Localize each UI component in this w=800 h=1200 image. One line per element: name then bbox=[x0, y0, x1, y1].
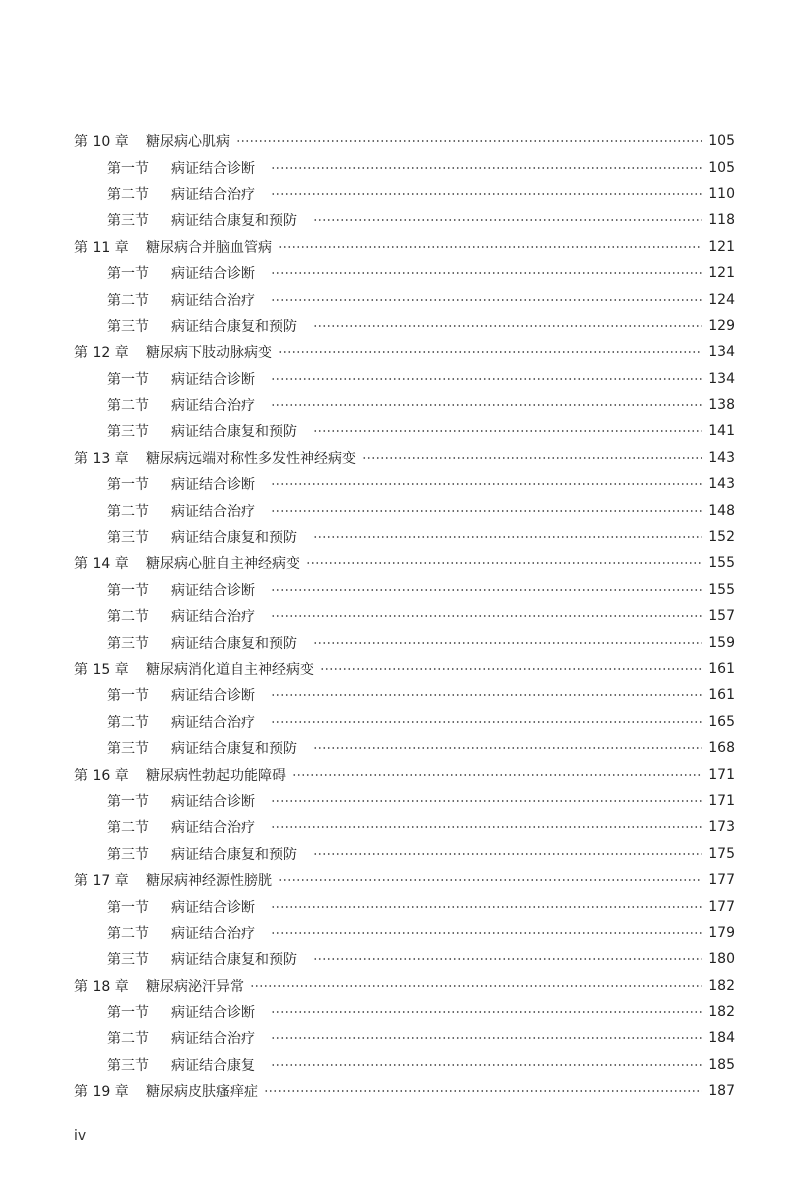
dot-leader bbox=[250, 979, 702, 993]
dot-leader bbox=[313, 952, 702, 966]
entry-page-number: 155 bbox=[708, 555, 735, 572]
dot-leader bbox=[271, 398, 702, 412]
entry-number: 第三节 bbox=[107, 846, 149, 863]
dot-leader bbox=[271, 161, 702, 175]
toc-section-entry bbox=[0, 735, 800, 761]
dot-leader bbox=[271, 820, 702, 834]
entry-page-number: 105 bbox=[708, 133, 735, 150]
entry-page-number: 141 bbox=[708, 423, 735, 440]
toc-section-entry bbox=[0, 999, 800, 1025]
dot-leader bbox=[271, 688, 702, 702]
toc-section-entry bbox=[0, 946, 800, 972]
entry-page-number: 184 bbox=[708, 1030, 735, 1047]
entry-title: 糖尿病泌汗异常 bbox=[146, 978, 244, 995]
toc-section-entry bbox=[0, 286, 800, 312]
entry-page-number: 168 bbox=[708, 740, 735, 757]
entry-number: 第二节 bbox=[107, 925, 149, 942]
dot-leader bbox=[271, 794, 702, 808]
dot-leader bbox=[313, 530, 702, 544]
entry-number: 第 18 章 bbox=[74, 978, 129, 995]
entry-title: 病证结合治疗 bbox=[171, 503, 255, 520]
toc-section-entry bbox=[0, 181, 800, 207]
entry-number: 第二节 bbox=[107, 1031, 149, 1048]
dot-leader bbox=[306, 556, 702, 570]
entry-page-number: 180 bbox=[708, 951, 735, 968]
toc-chapter-entry bbox=[0, 656, 800, 682]
entry-title: 病证结合诊断 bbox=[171, 266, 255, 283]
entry-title: 病证结合治疗 bbox=[171, 820, 255, 837]
toc-section-entry bbox=[0, 260, 800, 286]
toc-section-entry bbox=[0, 366, 800, 392]
entry-title: 病证结合康复和预防 bbox=[171, 318, 297, 335]
entry-number: 第二节 bbox=[107, 714, 149, 731]
entry-page-number: 173 bbox=[708, 819, 735, 836]
entry-title: 病证结合康复和预防 bbox=[171, 213, 297, 230]
dot-leader bbox=[362, 451, 702, 465]
entry-page-number: 185 bbox=[708, 1056, 735, 1073]
toc-chapter-entry bbox=[0, 867, 800, 893]
entry-number: 第三节 bbox=[107, 952, 149, 969]
dot-leader bbox=[292, 768, 702, 782]
dot-leader bbox=[271, 583, 702, 597]
entry-number: 第一节 bbox=[107, 899, 149, 916]
toc-section-entry bbox=[0, 603, 800, 629]
toc-chapter-entry bbox=[0, 973, 800, 999]
entry-page-number: 177 bbox=[708, 898, 735, 915]
dot-leader bbox=[271, 372, 702, 386]
entry-title: 糖尿病远端对称性多发性神经病变 bbox=[146, 450, 356, 467]
entry-page-number: 159 bbox=[708, 634, 735, 651]
entry-title: 病证结合诊断 bbox=[171, 899, 255, 916]
entry-title: 病证结合诊断 bbox=[171, 1005, 255, 1022]
toc-section-entry bbox=[0, 497, 800, 523]
toc-section-entry bbox=[0, 1052, 800, 1078]
entry-page-number: 138 bbox=[708, 397, 735, 414]
entry-title: 糖尿病消化道自主神经病变 bbox=[146, 662, 314, 678]
entry-page-number: 152 bbox=[708, 529, 735, 546]
entry-number: 第 19 章 bbox=[74, 1084, 129, 1101]
toc-section-entry bbox=[0, 893, 800, 919]
entry-number: 第 13 章 bbox=[74, 450, 129, 467]
entry-title: 病证结合诊断 bbox=[171, 160, 255, 177]
toc-section-entry bbox=[0, 682, 800, 708]
dot-leader bbox=[320, 662, 702, 676]
dot-leader bbox=[271, 477, 702, 491]
page-number-footer: iv bbox=[74, 1128, 87, 1144]
entry-number: 第一节 bbox=[107, 477, 149, 494]
entry-number: 第一节 bbox=[107, 582, 149, 599]
toc-chapter-entry bbox=[0, 761, 800, 787]
toc-section-entry bbox=[0, 392, 800, 418]
entry-title: 病证结合治疗 bbox=[171, 292, 255, 309]
entry-page-number: 118 bbox=[708, 212, 735, 229]
entry-page-number: 110 bbox=[708, 185, 735, 202]
toc-section-entry bbox=[0, 418, 800, 444]
entry-page-number: 143 bbox=[708, 449, 735, 466]
dot-leader bbox=[278, 345, 702, 359]
entry-number: 第三节 bbox=[107, 213, 149, 230]
entry-title: 病证结合治疗 bbox=[171, 609, 255, 626]
dot-leader bbox=[278, 240, 702, 254]
toc-chapter-entry bbox=[0, 445, 800, 471]
entry-page-number: 182 bbox=[708, 977, 735, 994]
toc-section-entry bbox=[0, 841, 800, 867]
entry-title: 病证结合康复和预防 bbox=[171, 635, 297, 652]
entry-page-number: 143 bbox=[708, 476, 735, 493]
entry-title: 病证结合康复和预防 bbox=[171, 952, 297, 969]
entry-number: 第二节 bbox=[107, 186, 149, 203]
entry-number: 第 16 章 bbox=[74, 767, 129, 784]
entry-number: 第二节 bbox=[107, 609, 149, 626]
entry-page-number: 182 bbox=[708, 1004, 735, 1021]
toc-chapter-entry bbox=[0, 234, 800, 260]
entry-title: 糖尿病性勃起功能障碍 bbox=[146, 767, 286, 784]
entry-title: 糖尿病心脏自主神经病变 bbox=[146, 556, 300, 573]
entry-title: 糖尿病下肢动脉病变 bbox=[146, 345, 272, 362]
entry-title: 病证结合康复和预防 bbox=[171, 530, 297, 547]
entry-number: 第一节 bbox=[107, 793, 149, 810]
entry-number: 第 17 章 bbox=[74, 873, 129, 890]
dot-leader bbox=[278, 873, 702, 887]
toc-chapter-entry bbox=[0, 550, 800, 576]
entry-title: 病证结合诊断 bbox=[171, 793, 255, 810]
dot-leader bbox=[271, 293, 702, 307]
entry-number: 第 11 章 bbox=[74, 239, 129, 256]
entry-number: 第一节 bbox=[107, 1005, 149, 1022]
toc-section-entry bbox=[0, 577, 800, 603]
toc-section-entry bbox=[0, 920, 800, 946]
entry-page-number: 155 bbox=[708, 581, 735, 598]
entry-number: 第 15 章 bbox=[74, 662, 129, 678]
entry-number: 第一节 bbox=[107, 688, 149, 705]
entry-page-number: 134 bbox=[708, 370, 735, 387]
entry-title: 糖尿病合并脑血管病 bbox=[146, 239, 272, 256]
entry-page-number: 129 bbox=[708, 317, 735, 334]
entry-number: 第三节 bbox=[107, 424, 149, 441]
entry-number: 第三节 bbox=[107, 318, 149, 335]
entry-number: 第 14 章 bbox=[74, 556, 129, 573]
entry-title: 病证结合康复和预防 bbox=[171, 846, 297, 863]
entry-title: 病证结合康复 bbox=[171, 1057, 255, 1074]
toc-section-entry bbox=[0, 524, 800, 550]
entry-page-number: 157 bbox=[708, 608, 735, 625]
entry-page-number: 161 bbox=[708, 687, 735, 704]
entry-title: 糖尿病神经源性膀胱 bbox=[146, 873, 272, 890]
dot-leader bbox=[271, 1005, 702, 1019]
entry-title: 病证结合治疗 bbox=[171, 925, 255, 942]
entry-title: 病证结合诊断 bbox=[171, 688, 255, 705]
entry-page-number: 171 bbox=[708, 792, 735, 809]
entry-page-number: 165 bbox=[708, 713, 735, 730]
entry-title: 病证结合诊断 bbox=[171, 371, 255, 388]
entry-number: 第二节 bbox=[107, 292, 149, 309]
toc-section-entry bbox=[0, 814, 800, 840]
entry-page-number: 187 bbox=[708, 1083, 735, 1100]
entry-number: 第 10 章 bbox=[74, 134, 129, 151]
entry-number: 第二节 bbox=[107, 503, 149, 520]
dot-leader bbox=[313, 213, 702, 227]
entry-page-number: 171 bbox=[708, 766, 735, 783]
dot-leader bbox=[271, 900, 702, 914]
toc-section-entry bbox=[0, 207, 800, 233]
dot-leader bbox=[271, 266, 702, 280]
entry-title: 糖尿病心肌病 bbox=[146, 134, 230, 151]
dot-leader bbox=[271, 504, 702, 518]
entry-number: 第二节 bbox=[107, 398, 149, 415]
entry-title: 病证结合康复和预防 bbox=[171, 424, 297, 441]
dot-leader bbox=[271, 715, 702, 729]
entry-number: 第一节 bbox=[107, 266, 149, 283]
entry-number: 第一节 bbox=[107, 160, 149, 177]
toc-section-entry bbox=[0, 471, 800, 497]
entry-page-number: 134 bbox=[708, 344, 735, 361]
toc-section-entry bbox=[0, 709, 800, 735]
entry-number: 第三节 bbox=[107, 530, 149, 547]
dot-leader bbox=[313, 741, 702, 755]
dot-leader bbox=[271, 1031, 702, 1045]
dot-leader bbox=[313, 424, 702, 438]
entry-title: 病证结合康复和预防 bbox=[171, 741, 297, 758]
entry-number: 第三节 bbox=[107, 1057, 149, 1074]
toc-section-entry bbox=[0, 154, 800, 180]
dot-leader bbox=[271, 187, 702, 201]
entry-number: 第三节 bbox=[107, 741, 149, 758]
entry-page-number: 177 bbox=[708, 872, 735, 889]
entry-title: 病证结合治疗 bbox=[171, 398, 255, 415]
entry-title: 病证结合诊断 bbox=[171, 477, 255, 494]
entry-page-number: 121 bbox=[708, 265, 735, 282]
entry-title: 病证结合治疗 bbox=[171, 186, 255, 203]
dot-leader bbox=[236, 134, 702, 148]
toc-section-entry bbox=[0, 313, 800, 339]
entry-title: 糖尿病皮肤瘙痒症 bbox=[146, 1084, 258, 1101]
table-of-contents bbox=[0, 128, 800, 1104]
dot-leader bbox=[271, 1058, 702, 1072]
dot-leader bbox=[313, 636, 702, 650]
entry-number: 第三节 bbox=[107, 635, 149, 652]
toc-section-entry bbox=[0, 788, 800, 814]
toc-section-entry bbox=[0, 1025, 800, 1051]
entry-page-number: 179 bbox=[708, 924, 735, 941]
entry-number: 第二节 bbox=[107, 820, 149, 837]
entry-page-number: 121 bbox=[708, 238, 735, 255]
entry-title: 病证结合治疗 bbox=[171, 1031, 255, 1048]
dot-leader bbox=[264, 1084, 702, 1098]
entry-page-number: 175 bbox=[708, 845, 735, 862]
dot-leader bbox=[271, 609, 702, 623]
entry-number: 第 12 章 bbox=[74, 345, 129, 362]
entry-page-number: 105 bbox=[708, 159, 735, 176]
entry-title: 病证结合诊断 bbox=[171, 582, 255, 599]
entry-title: 病证结合治疗 bbox=[171, 714, 255, 731]
dot-leader bbox=[271, 926, 702, 940]
entry-page-number: 124 bbox=[708, 291, 735, 308]
dot-leader bbox=[313, 319, 702, 333]
toc-chapter-entry bbox=[0, 128, 800, 154]
entry-number: 第一节 bbox=[107, 371, 149, 388]
toc-section-entry bbox=[0, 629, 800, 655]
toc-chapter-entry bbox=[0, 1078, 800, 1104]
entry-page-number: 161 bbox=[708, 661, 735, 677]
entry-page-number: 148 bbox=[708, 502, 735, 519]
dot-leader bbox=[313, 847, 702, 861]
toc-chapter-entry bbox=[0, 339, 800, 365]
